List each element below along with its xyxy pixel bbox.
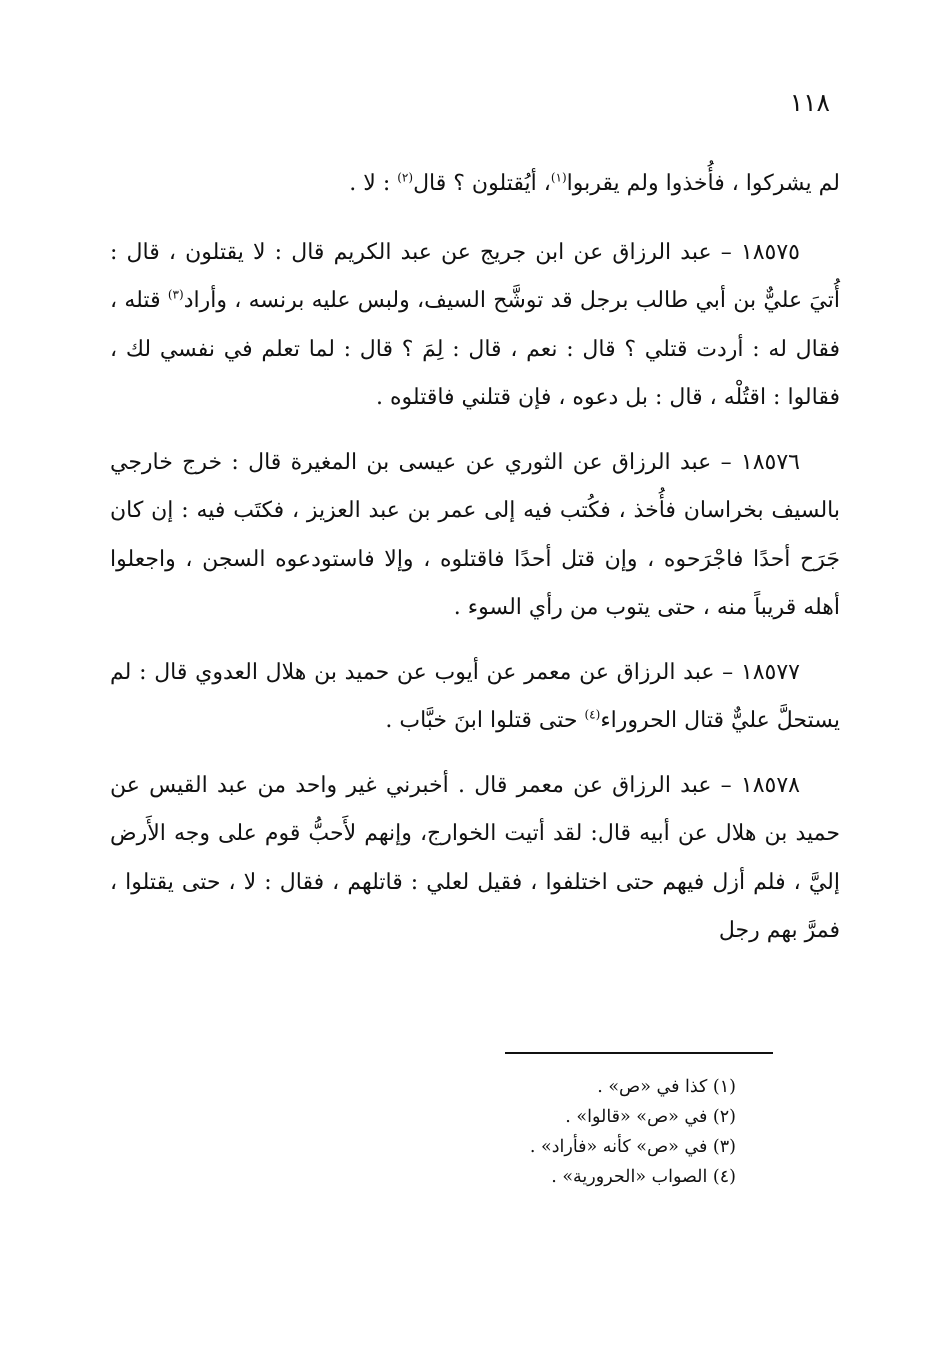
hadith-number: ١٨٥٧٦ xyxy=(740,449,800,475)
footnote-2: (٢) في «ص» «قالوا» . xyxy=(565,1107,736,1127)
hadith-text: – عبد الرزاق عن الثوري عن عيسى بن المغيرة قال : خرج خارجي بالسيف بخراسان فأُخذ ، فكُتب فيه إلى عمر بن عبد العزيز ، فكتَب فيه : إن كان جَرَح أحدًا فاجْرَحوه ، وإن قتل أحدًا فاقتلوه ، وإلا فاستودعوه السجن ، واجعلوا أهله قريباً منه ، حتى يتوب من رأي السوء . xyxy=(110,449,840,620)
body-text xyxy=(110,160,840,972)
hadith-text-part-2: حتى قتلوا ابنَ خبَّاب . xyxy=(385,708,585,733)
opening-text-part-3: : لا . xyxy=(349,171,398,196)
footnote-divider xyxy=(505,1052,773,1054)
hadith-18576 xyxy=(110,439,840,633)
opening-text-part-1: لم يشركوا ، فأُخذوا ولم يقربوا xyxy=(566,171,840,196)
footnote-marker-3: (٣) xyxy=(167,287,184,302)
page-number: ١١٨ xyxy=(789,88,830,117)
hadith-number: ١٨٥٧٥ xyxy=(740,239,800,265)
footnotes xyxy=(276,1072,736,1192)
footnote-marker-2: (٢) xyxy=(397,170,414,185)
hadith-18578 xyxy=(110,762,840,956)
footnote-marker-4: (٤) xyxy=(584,707,601,722)
opening-text-part-2: ، أيُقتلون ؟ قال xyxy=(413,171,551,196)
hadith-text-part-2: قتله ، فقال له : أردت قتلي ؟ قال : نعم ، قال : لِمَ ؟ قال : لما تعلم في نفسي لك ، فقالوا : اقتُلْه ، قال : بل دعوه ، فإن قتلني فاقتلوه . xyxy=(110,288,841,410)
opening-line xyxy=(110,160,840,209)
hadith-text: – عبد الرزاق عن معمر قال . أخبرني غير واحد من عبد القيس عن حميد بن هلال عن أبيه قال: لقد أتيت الخوارج، وإنهم لأَحبُّ قوم على وجه الأَرض إليَّ ، فلم أزل فيهم حتى اختلفوا ، فقيل لعلي : قاتلهم ، فقال : لا ، حتى يقتلوا ، فمرَّ بهم رجل xyxy=(110,772,840,943)
footnote-1: (١) كذا في «ص» . xyxy=(597,1077,736,1097)
footnote-marker-1: (١) xyxy=(550,170,567,185)
hadith-text-part-1: – عبد الرزاق عن معمر عن أيوب عن حميد بن هلال العدوي قال : لم يستحلَّ عليٌّ قتال الحروراء xyxy=(110,659,840,733)
hadith-18577 xyxy=(110,649,840,746)
hadith-text-part-1: – عبد الرزاق عن ابن جريج عن عبد الكريم قال : لا يقتلون ، قال : أُتيَ عليٌّ بن أبي طالب برجل قد توشَّح السيف، ولبس عليه برنسه ، وأراد xyxy=(110,239,841,313)
hadith-18575 xyxy=(110,229,840,423)
hadith-number: ١٨٥٧٨ xyxy=(740,772,800,798)
hadith-number: ١٨٥٧٧ xyxy=(740,659,800,685)
footnote-4: (٤) الصواب «الحرورية» . xyxy=(551,1167,736,1187)
footnote-3: (٣) في «ص» كأنه «فأراد» . xyxy=(529,1137,736,1157)
